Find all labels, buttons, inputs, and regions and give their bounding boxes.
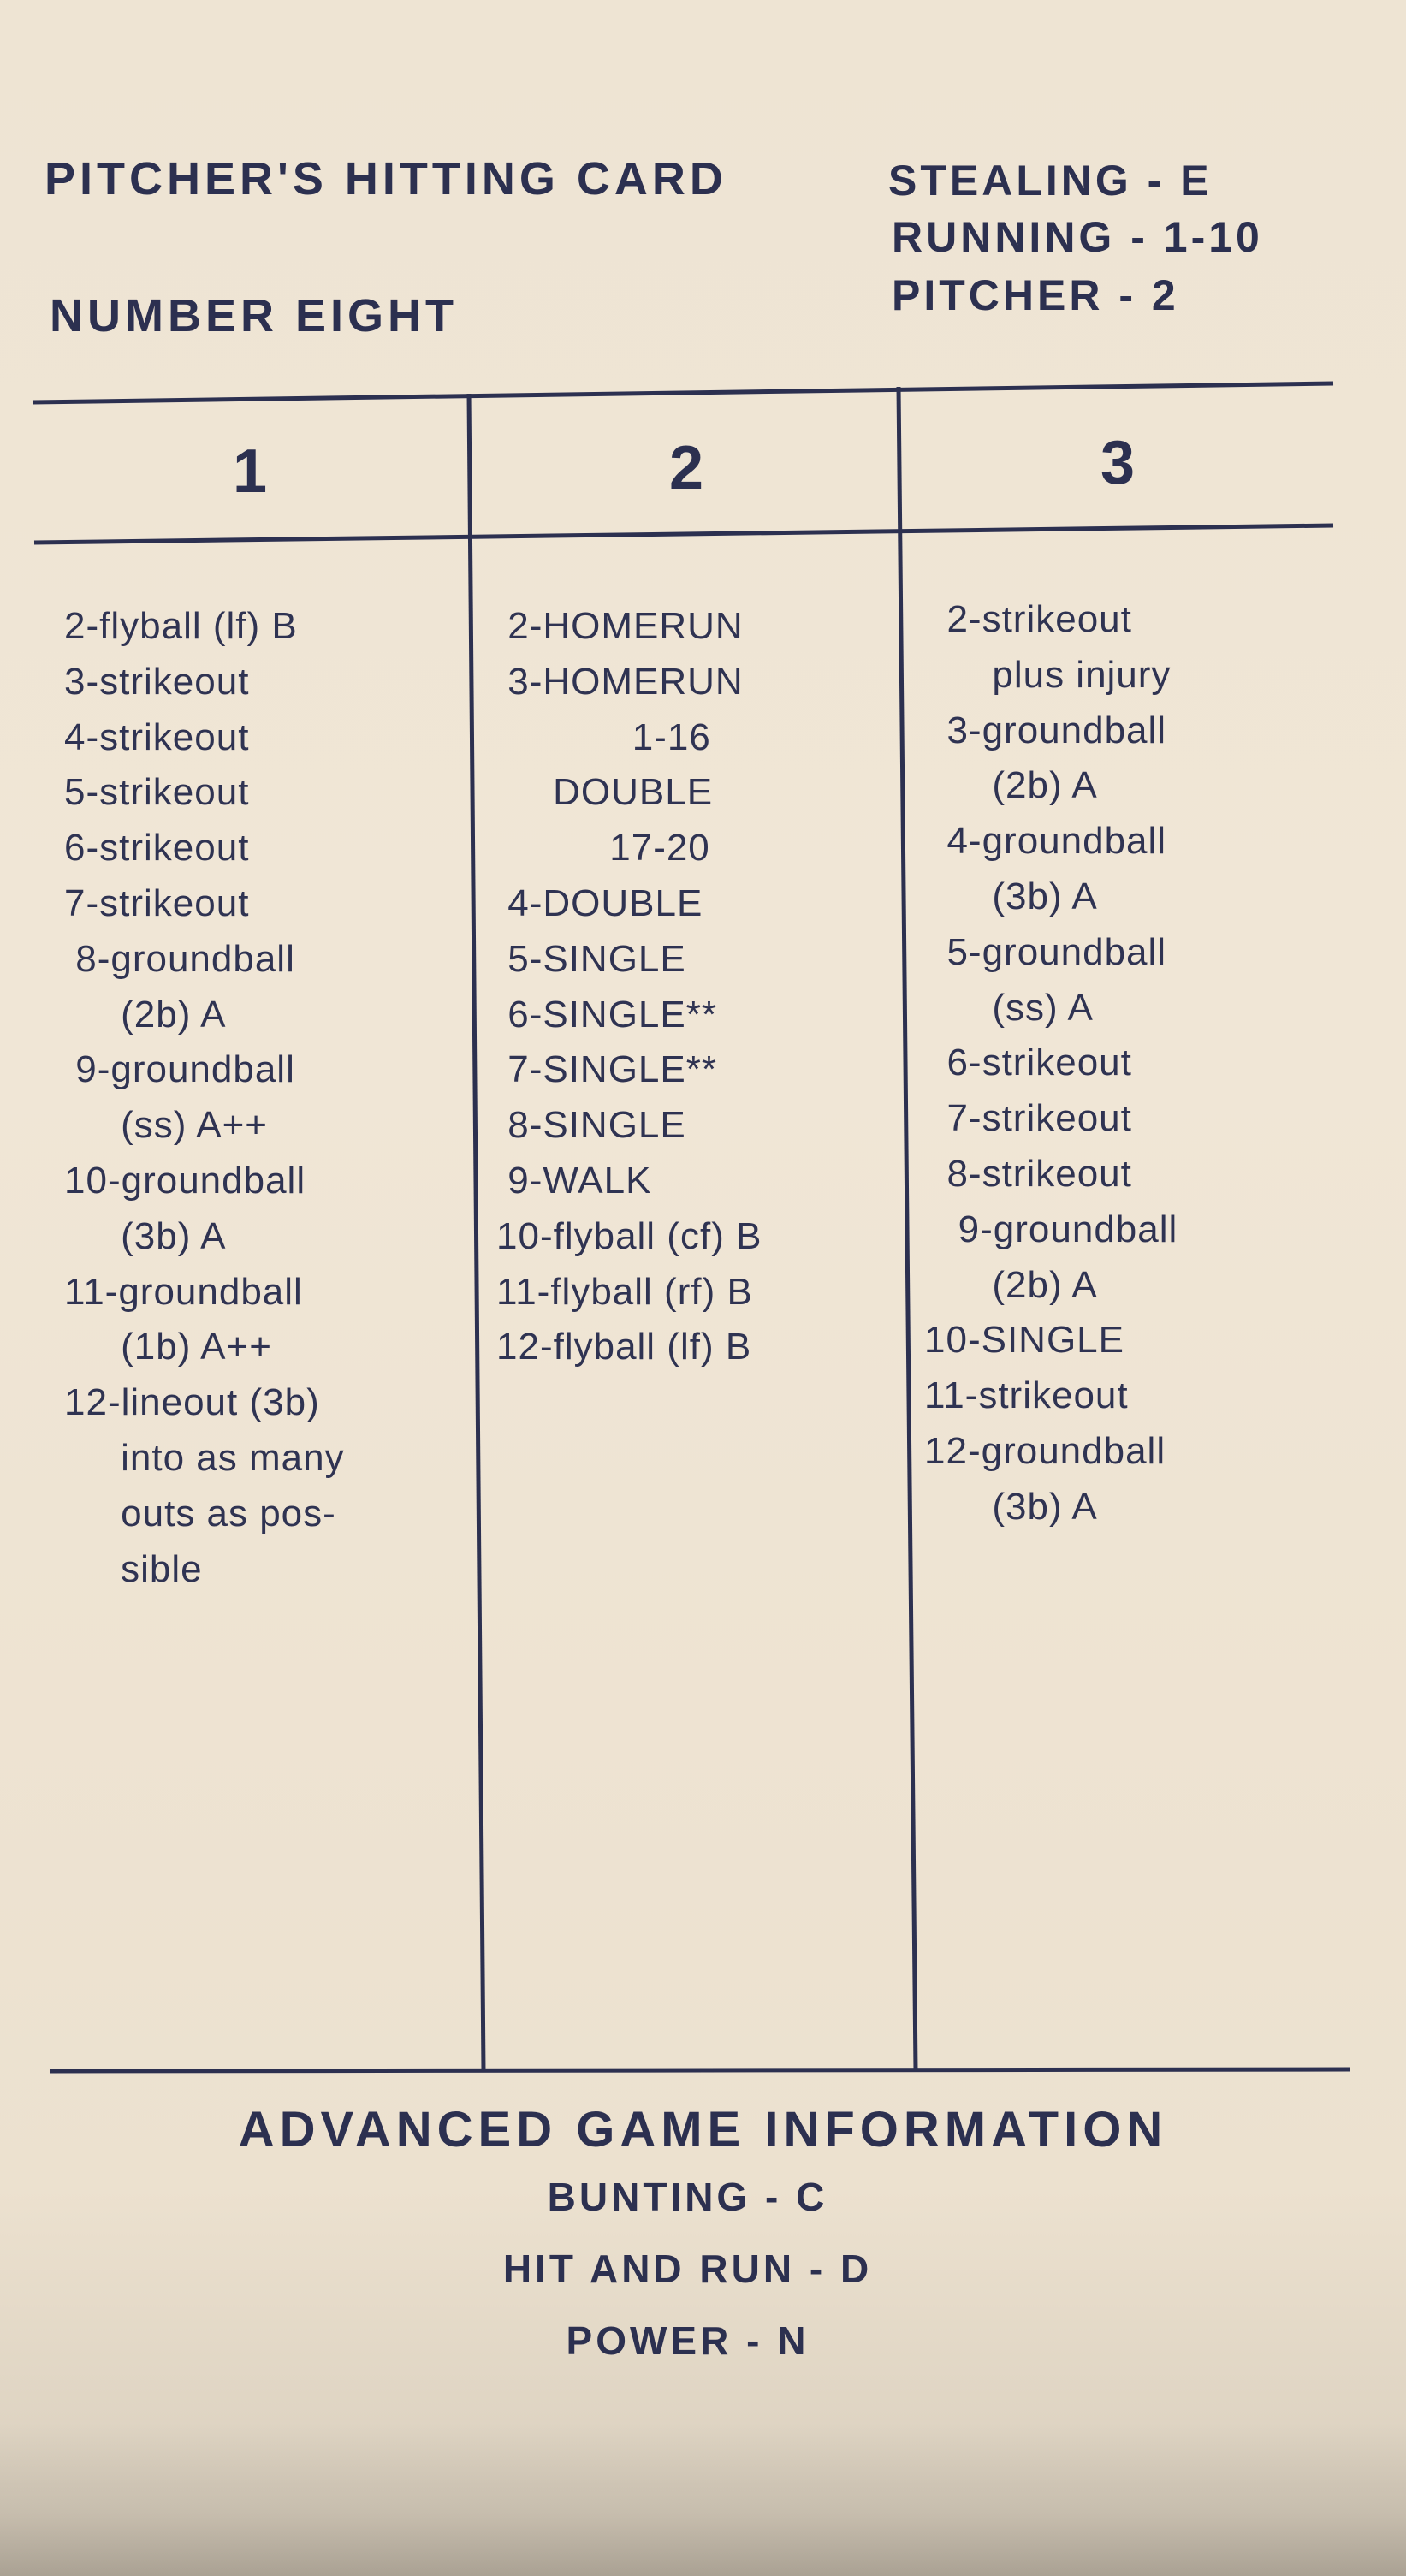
result-line: 5-groundball	[924, 930, 1167, 973]
column-heading-2: 2	[668, 434, 704, 502]
result-line: (2b) A	[924, 764, 1098, 807]
photo-shadow	[0, 2422, 1406, 2576]
result-line: (2b) A	[924, 1263, 1098, 1306]
power-rating: POWER - N	[566, 2318, 810, 2363]
result-line: 12-lineout (3b)	[64, 1381, 320, 1424]
pitcher-rating: PITCHER - 2	[892, 271, 1179, 319]
result-line: (2b) A	[64, 993, 227, 1036]
column-heading-3: 3	[1100, 429, 1136, 497]
result-line: plus injury	[924, 653, 1172, 696]
header-bottom-rule	[34, 525, 1333, 543]
result-line: 10-groundball	[64, 1159, 306, 1202]
result-line: (3b) A	[924, 875, 1098, 917]
result-line: 11-groundball	[64, 1270, 303, 1313]
result-line: 9-groundball	[924, 1208, 1178, 1250]
table-bottom-rule	[50, 2069, 1350, 2071]
result-line: (ss) A++	[64, 1104, 268, 1147]
result-line: 3-strikeout	[64, 660, 250, 703]
result-line: 11-flyball (rf) B	[496, 1270, 753, 1313]
stealing-rating: STEALING - E	[888, 157, 1213, 205]
result-line: DOUBLE	[496, 771, 714, 814]
result-line: into as many	[64, 1436, 345, 1479]
result-line: 2-HOMERUN	[496, 605, 744, 647]
running-rating: RUNNING - 1-10	[892, 213, 1263, 261]
result-line: 12-groundball	[924, 1429, 1166, 1472]
result-line: 3-HOMERUN	[496, 660, 744, 703]
result-line: 10-SINGLE	[924, 1319, 1124, 1362]
result-line: 7-strikeout	[924, 1097, 1132, 1140]
column-2-results	[496, 599, 907, 1375]
result-line: 2-flyball (lf) B	[64, 605, 298, 647]
result-line: 8-SINGLE	[496, 1104, 686, 1147]
result-line: 8-strikeout	[924, 1152, 1132, 1195]
column-1-results	[64, 599, 466, 1597]
result-line: 7-SINGLE**	[496, 1048, 717, 1091]
result-line: 9-groundball	[64, 1048, 295, 1091]
card-title: PITCHER'S HITTING CARD	[44, 153, 727, 205]
result-line: 1-16	[496, 715, 711, 758]
result-line: 11-strikeout	[924, 1374, 1129, 1417]
result-line: 6-SINGLE**	[496, 993, 717, 1036]
hit-and-run-rating: HIT AND RUN - D	[502, 2247, 873, 2291]
result-line: 8-groundball	[64, 937, 295, 980]
result-line: 3-groundball	[924, 709, 1167, 751]
column-3-results	[924, 592, 1352, 1535]
result-line: 17-20	[496, 827, 710, 870]
result-line: 2-strikeout	[924, 598, 1132, 640]
table-top-rule	[33, 383, 1333, 402]
column-heading-1: 1	[232, 437, 268, 506]
result-line: 12-flyball (lf) B	[496, 1326, 752, 1368]
result-line: sible	[64, 1547, 203, 1590]
bunting-rating: BUNTING - C	[547, 2175, 828, 2219]
advanced-info-title: ADVANCED GAME INFORMATION	[238, 2102, 1168, 2158]
result-line: (1b) A++	[64, 1326, 272, 1368]
column-divider-1	[469, 394, 483, 2071]
result-line: outs as pos-	[64, 1492, 336, 1534]
result-line: (3b) A	[64, 1214, 227, 1257]
result-line: 10-flyball (cf) B	[496, 1214, 762, 1257]
card-number: NUMBER EIGHT	[50, 290, 458, 341]
result-line: 4-strikeout	[64, 715, 250, 758]
result-line: 6-strikeout	[924, 1042, 1132, 1084]
result-line: 4-DOUBLE	[496, 881, 703, 924]
result-line: (3b) A	[924, 1485, 1098, 1528]
result-line: (ss) A	[924, 986, 1094, 1029]
result-line: 6-strikeout	[64, 827, 250, 870]
result-line: 5-SINGLE	[496, 937, 686, 980]
result-line: 5-strikeout	[64, 771, 250, 814]
result-line: 7-strikeout	[64, 881, 250, 924]
result-line: 9-WALK	[496, 1159, 652, 1202]
result-line: 4-groundball	[924, 820, 1167, 863]
